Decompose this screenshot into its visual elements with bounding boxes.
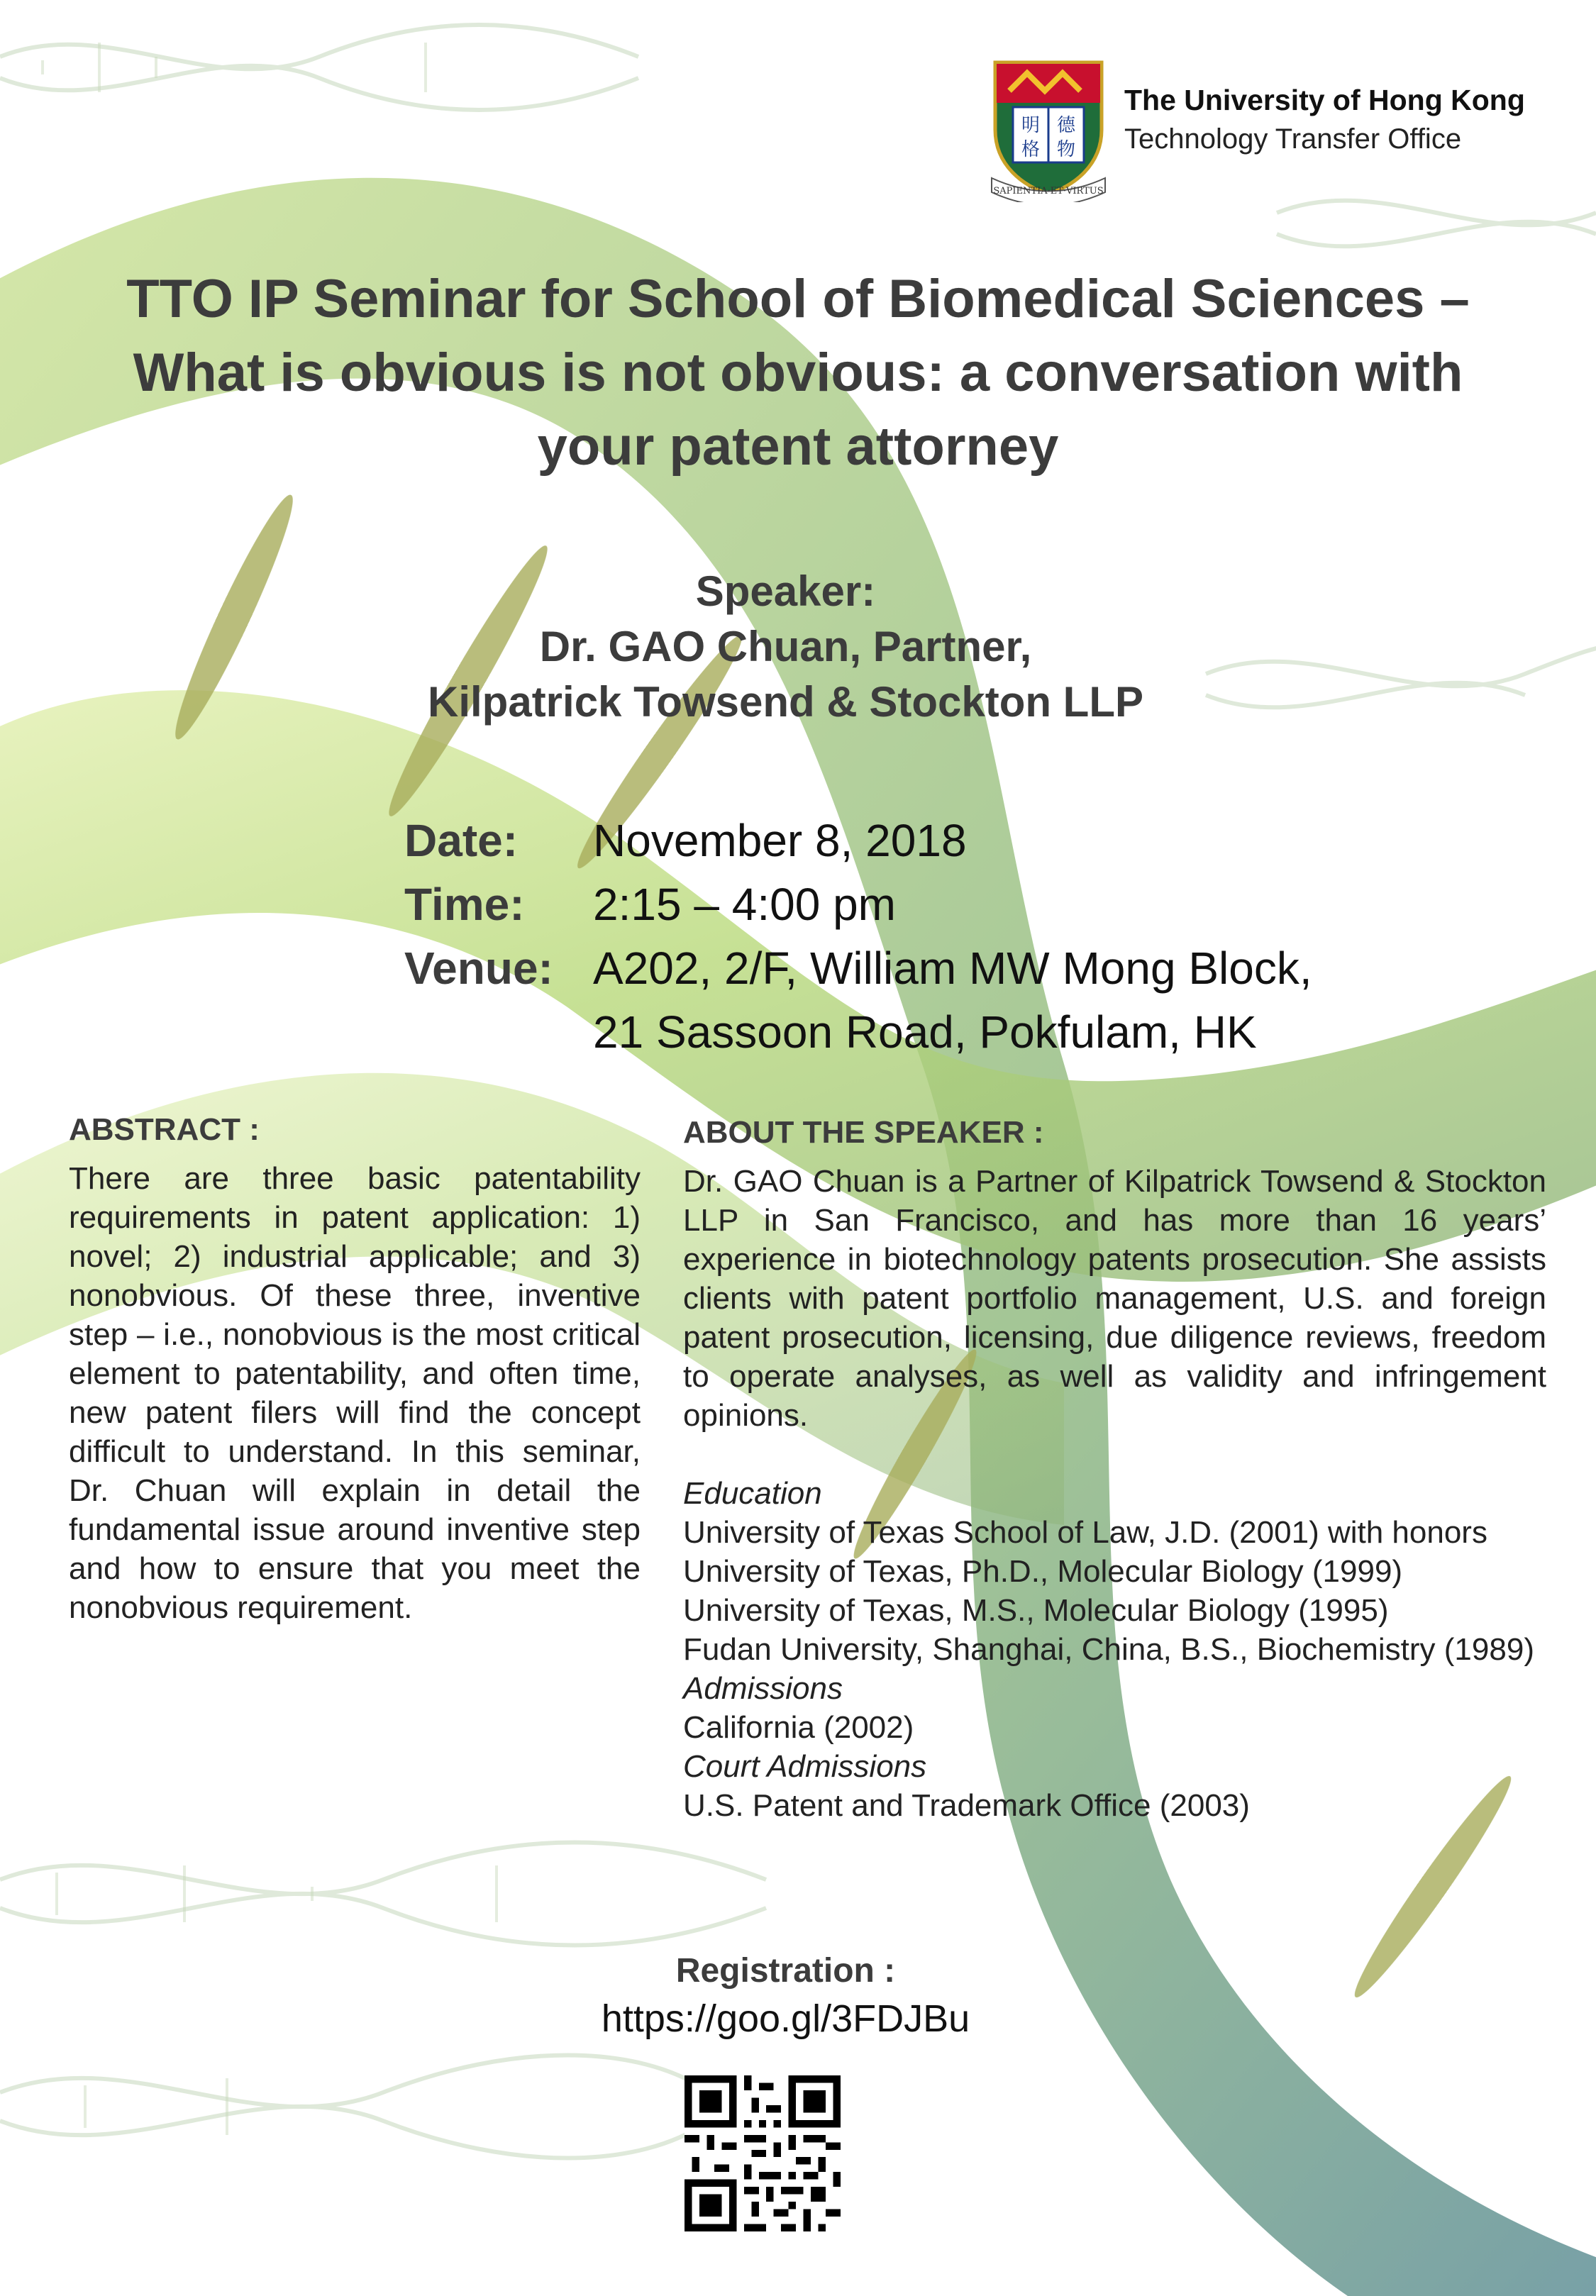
education-item: University of Texas, M.S., Molecular Biology (1995) xyxy=(683,1593,1389,1628)
about-heading: ABOUT THE SPEAKER : xyxy=(683,1115,1044,1150)
time-value: 2:15 – 4:00 pm xyxy=(593,879,896,930)
speaker-bio: Dr. GAO Chuan is a Partner of Kilpatrick Towsend & Stockton LLP in San Francisco, and has more than 16 years’ experience in biotechnology patents prosecution. She assists clients with patent portfolio management, U.S. and foreign patent prosecution, licensing, due diligence reviews, freedom to operate analyses, as well as validity and infringement opinions. xyxy=(683,1164,1546,1433)
speaker-label: Speaker: xyxy=(695,567,876,615)
qr-code-icon[interactable] xyxy=(685,2075,841,2231)
office-name: Technology Transfer Office xyxy=(1124,123,1462,155)
court-admissions-heading: Court Admissions xyxy=(683,1749,927,1784)
education-item: University of Texas, Ph.D., Molecular Biology (1999) xyxy=(683,1554,1403,1589)
education-item: University of Texas School of Law, J.D. (2001) with honors xyxy=(683,1515,1487,1550)
venue-label: Venue: xyxy=(404,943,553,994)
venue-row xyxy=(404,936,1312,1000)
title-line-2: What is obvious is not obvious: a conversation with xyxy=(133,343,1463,403)
crest-motto: SAPIENTIA·ET·VIRTUS xyxy=(993,186,1104,196)
crest-char-4: 物 xyxy=(1056,139,1076,160)
hku-crest-icon xyxy=(988,59,1109,202)
venue-row-2 xyxy=(404,1000,1312,1064)
seminar-title xyxy=(0,262,1596,484)
time-label: Time: xyxy=(404,879,525,930)
crest-char-2: 德 xyxy=(1056,115,1076,136)
abstract-heading: ABSTRACT : xyxy=(69,1112,260,1147)
abstract-section xyxy=(69,1112,641,1627)
court-admissions-value: U.S. Patent and Trademark Office (2003) xyxy=(683,1788,1250,1823)
venue-value-line-1: A202, 2/F, William MW Mong Block, xyxy=(593,943,1312,994)
venue-value-line-2: 21 Sassoon Road, Pokfulam, HK xyxy=(593,1006,1257,1058)
registration-block xyxy=(0,1949,1571,2044)
crest-char-3: 格 xyxy=(1021,139,1041,160)
about-speaker-section xyxy=(683,1115,1546,1825)
education-item: Fudan University, Shanghai, China, B.S., Biochemistry (1989) xyxy=(683,1632,1534,1667)
education-heading: Education xyxy=(683,1476,822,1511)
date-value: November 8, 2018 xyxy=(593,815,967,866)
abstract-body: There are three basic patentability requirements in patent application: 1) novel; 2) industrial applicable; and 3) nonobvious. Of these three, inventive step – i.e., nonobvious is the most critical element to patentability, and often time, new patent filers will find the concept difficult to understand. In this seminar, Dr. Chuan will explain in detail the fundamental issue around inventive step and how to ensure that you meet the nonobvious requirement. xyxy=(69,1161,641,1625)
date-label: Date: xyxy=(404,815,519,866)
university-name: The University of Hong Kong xyxy=(1124,84,1525,116)
admissions-value: California (2002) xyxy=(683,1710,914,1745)
speaker-firm: Kilpatrick Towsend & Stockton LLP xyxy=(428,678,1143,726)
title-line-1: TTO IP Seminar for School of Biomedical Sciences – xyxy=(126,269,1470,329)
crest-char-1: 明 xyxy=(1021,115,1041,136)
speaker-block xyxy=(0,564,1571,730)
event-details xyxy=(404,809,1312,1064)
title-line-3: your patent attorney xyxy=(537,416,1059,477)
time-row xyxy=(404,872,1312,936)
date-row xyxy=(404,809,1312,872)
registration-label: Registration : xyxy=(675,1952,896,1990)
speaker-name: Dr. GAO Chuan, Partner, xyxy=(539,623,1032,670)
admissions-heading: Admissions xyxy=(683,1671,843,1706)
registration-link[interactable]: https://goo.gl/3FDJBu xyxy=(601,1997,970,2040)
